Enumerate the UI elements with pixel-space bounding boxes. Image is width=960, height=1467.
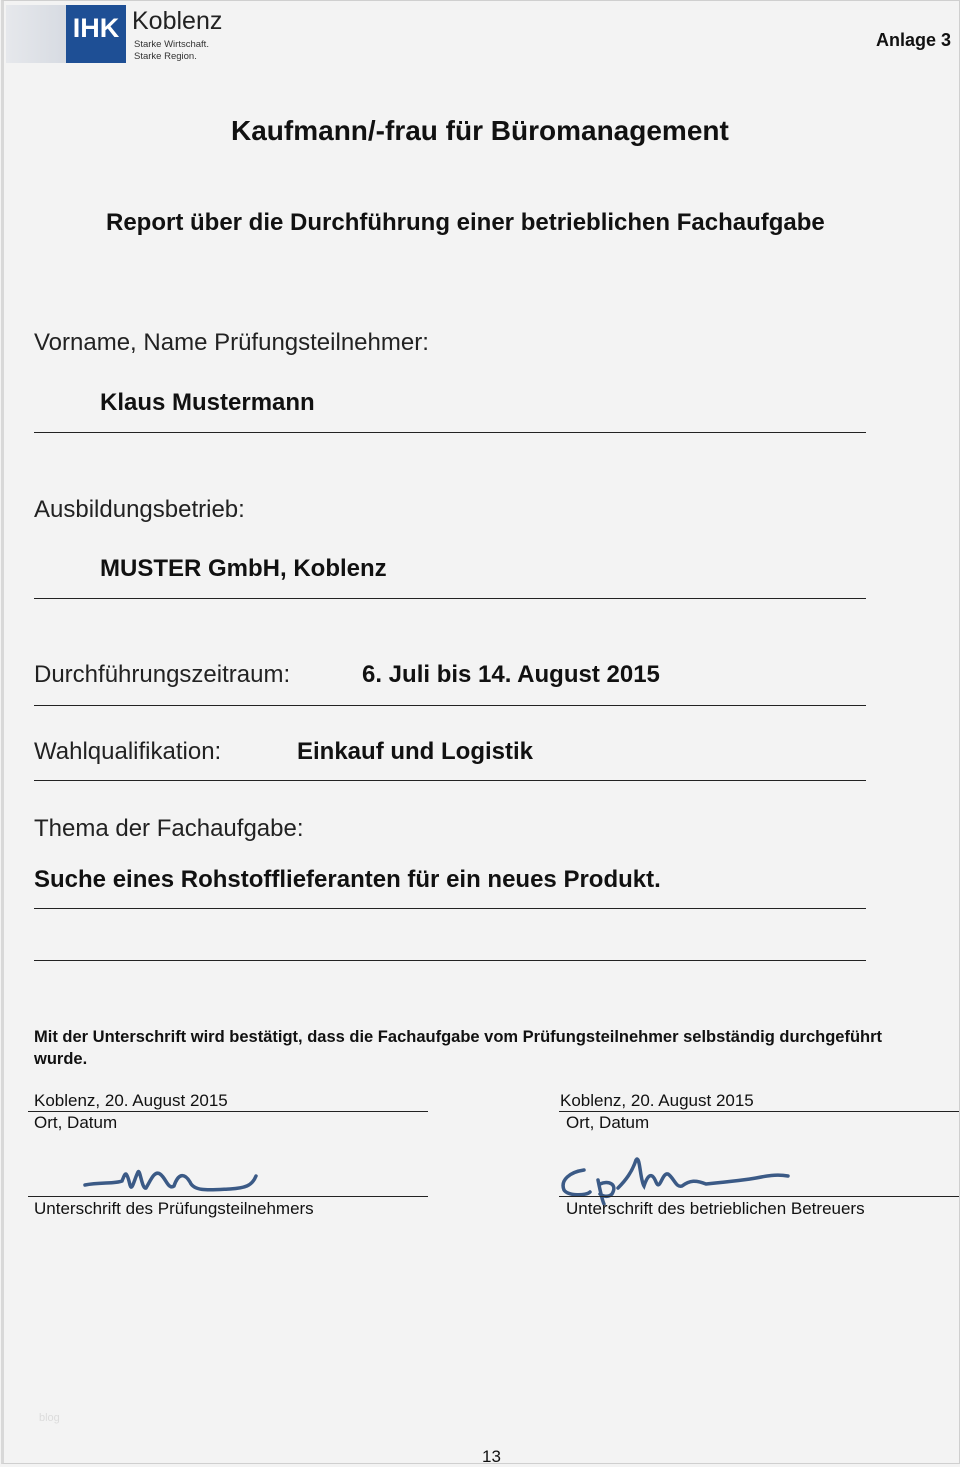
company-value: MUSTER GmbH, Koblenz	[100, 555, 387, 582]
watermark: blog	[39, 1412, 60, 1424]
divider	[34, 908, 866, 909]
period-value: 6. Juli bis 14. August 2015	[362, 661, 660, 688]
left-date-line	[28, 1111, 428, 1112]
ihk-logo	[6, 5, 223, 63]
company-label: Ausbildungsbetrieb:	[34, 496, 245, 523]
right-place-date: Koblenz, 20. August 2015	[560, 1091, 754, 1110]
period-label: Durchführungszeitraum:	[34, 661, 291, 688]
qualification-value: Einkauf und Logistik	[297, 738, 534, 765]
document-subtitle: Report über die Durchführung einer betrieblichen Fachaufgabe	[106, 209, 825, 236]
divider	[34, 960, 866, 961]
right-signature-label: Unterschrift des betrieblichen Betreuers	[566, 1199, 865, 1218]
annex-label: Anlage 3	[876, 30, 952, 50]
divider	[34, 780, 866, 781]
document-title: Kaufmann/-frau für Büromanagement	[231, 115, 729, 146]
right-signature-line	[559, 1196, 959, 1197]
topic-value: Suche eines Rohstofflieferanten für ein neues Produkt.	[34, 866, 661, 893]
left-signature-label: Unterschrift des Prüfungsteilnehmers	[34, 1199, 314, 1218]
divider	[34, 432, 866, 433]
left-place-date-label: Ort, Datum	[34, 1113, 118, 1132]
confirmation-text: Mit der Unterschrift wird bestätigt, dass die Fachaufgabe vom Prüfungsteilnehmer selbständig durchgeführt wurde.	[34, 1028, 883, 1068]
page-number: 13	[482, 1447, 501, 1466]
left-place-date: Koblenz, 20. August 2015	[34, 1091, 228, 1110]
right-date-line	[559, 1111, 959, 1112]
topic-label: Thema der Fachaufgabe:	[34, 815, 304, 842]
logo-name: Koblenz	[132, 7, 223, 35]
divider	[34, 705, 866, 706]
qualification-label: Wahlqualifikation:	[34, 738, 222, 765]
logo-grey-block	[6, 5, 66, 63]
logo-tagline	[134, 39, 209, 63]
name-value: Klaus Mustermann	[100, 389, 315, 416]
divider	[34, 598, 866, 599]
logo-tagline-2: Starke Region.	[134, 51, 197, 62]
right-place-date-label: Ort, Datum	[566, 1113, 650, 1132]
name-label: Vorname, Name Prüfungsteilnehmer:	[34, 329, 429, 356]
logo-tagline-1: Starke Wirtschaft.	[134, 39, 209, 50]
logo-mark: IHK	[66, 5, 126, 63]
left-signature-line	[28, 1196, 428, 1197]
